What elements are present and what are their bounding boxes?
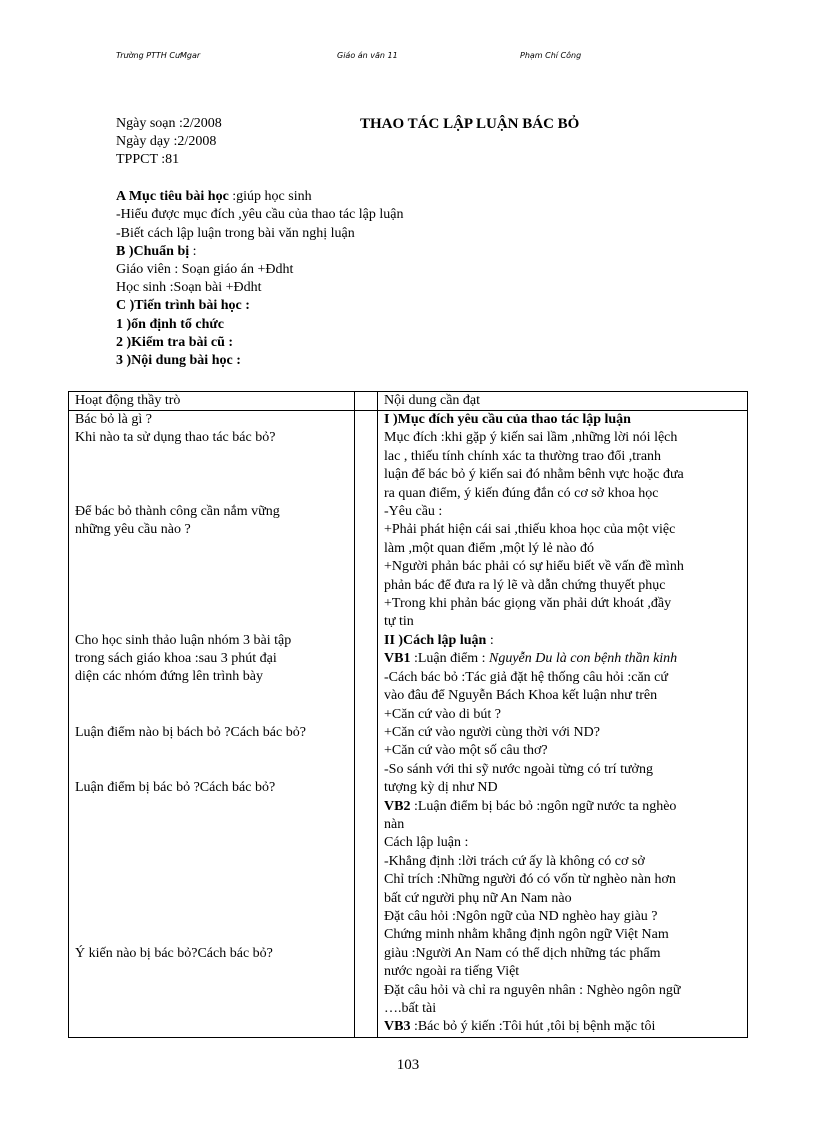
col-activities-header: Hoạt động thầy trò (69, 392, 355, 411)
table-header-row (69, 392, 748, 411)
header-school: Trường PTTH CưMgar (116, 51, 201, 60)
header-subject: Giáo án văn 11 (337, 51, 398, 60)
content-line: ra quan điểm, ý kiến đúng đắn có cơ sở khoa học (384, 485, 659, 501)
objectives-label: A Mục tiêu bài học (116, 189, 229, 204)
vb3-label: VB3 (384, 1019, 411, 1035)
activity-q7: Ý kiến nào bị bác bỏ?Cách bác bỏ? (75, 946, 273, 961)
content-line: -Cách bác bỏ :Tác giả đặt hệ thống câu hỏi :căn cứ (384, 669, 668, 685)
content-line: Mục đích :khi gặp ý kiến sai lầm ,những lời nói lệch (384, 430, 678, 446)
content-line: lac , thiếu tính chính xác ta thường trao đổi ,tranh (384, 448, 662, 464)
content-line: nàn (384, 816, 405, 832)
objective-1: -Hiểu được mục đích ,yêu cầu của thao tác lập luận (116, 207, 404, 222)
objective-2: -Biết cách lập luận trong bài văn nghị luận (116, 226, 355, 241)
activities-cell (69, 411, 355, 1038)
content-line: +Phải phát hiện cái sai ,thiếu khoa học của một việc (384, 522, 676, 538)
preparation-heading (116, 243, 197, 261)
content-line: -Khẳng định :lời trách cứ ấy là không có cơ sở (384, 853, 645, 869)
activity-q4b: trong sách giáo khoa :sau 3 phút đại (75, 651, 277, 666)
vb3-rest: :Bác bỏ ý kiến :Tôi hút ,tôi bị bệnh mặc tôi (410, 1019, 656, 1035)
preparation-rest: : (189, 244, 197, 259)
lesson-table (68, 391, 748, 1038)
content-line: +Căn cứ vào một số câu thơ? (384, 743, 548, 759)
section-2-rest: : (486, 632, 494, 648)
header-teacher: Phạm Chí Công (520, 51, 582, 60)
preparation-label: B )Chuẩn bị (116, 244, 190, 259)
content-line: Cách lập luận : (384, 835, 469, 851)
content-line: tự tin (384, 614, 414, 630)
content-line: nước ngoài ra tiếng Việt (384, 964, 520, 980)
preparation-teacher: Giáo viên : Soạn giáo án +Đdht (116, 262, 294, 277)
activity-q6: Luận điểm bị bác bỏ ?Cách bác bỏ? (75, 780, 276, 795)
content-line: Đặt câu hỏi :Ngôn ngữ của ND nghèo hay giàu ? (384, 908, 658, 924)
process-step-1: 1 )ổn định tổ chức (116, 317, 224, 332)
page-number: 103 (396, 1057, 420, 1073)
activity-q2: Khi nào ta sử dụng thao tác bác bỏ? (75, 430, 276, 445)
activity-q3a: Để bác bỏ thành công cần nắm vững (75, 504, 280, 519)
content-line: ….bất tài (384, 1001, 437, 1016)
content-line: giàu :Người An Nam có thể dịch những tác phẩm (384, 945, 661, 961)
activity-q4a: Cho học sinh thảo luận nhóm 3 bài tập (75, 633, 292, 648)
activity-q1: Bác bỏ là gì ? (75, 412, 152, 427)
content-line: -Yêu cầu : (384, 504, 443, 520)
content-line: +Căn cứ vào di bút ? (384, 706, 501, 722)
content-line: phản bác để đưa ra lý lẽ và dẫn chứng thuyết phục (384, 577, 666, 593)
vb1-label: VB1 (384, 651, 411, 667)
content-line: bất cứ người phụ nữ An Nam nào (384, 890, 572, 906)
process-step-3: 3 )Nội dung bài học : (116, 353, 241, 368)
vb2-line (384, 798, 741, 816)
content-cell (378, 411, 748, 1038)
content-line: +Trong khi phản bác giọng văn phải dứt khoát ,đầy (384, 596, 672, 612)
col-spacer-header (355, 392, 378, 411)
process-heading: C )Tiến trình bài học : (116, 298, 250, 313)
activity-q4c: diện các nhóm đứng lên trình bày (75, 669, 263, 684)
vb1-line (384, 650, 741, 668)
content-line: Chỉ trích :Những người đó có vốn từ nghèo nàn hơn (384, 872, 676, 888)
date-taught: Ngày dạy :2/2008 (116, 134, 217, 149)
objectives-heading (116, 188, 312, 206)
date-prepared: Ngày soạn :2/2008 (116, 116, 222, 131)
content-line: luận để bác bỏ ý kiến sai đó nhằm bênh vực hoặc đưa (384, 467, 684, 483)
objectives-rest: :giúp học sinh (228, 189, 312, 204)
section-2-label: II )Cách lập luận (384, 632, 487, 648)
content-line: -So sánh với thi sỹ nước ngoài từng có trí tưởng (384, 761, 653, 777)
vb1-mid: :Luận điểm : (410, 651, 489, 667)
col-content-header: Nội dung cần đạt (378, 392, 748, 411)
table-body-row (69, 411, 748, 1038)
process-step-2: 2 )Kiểm tra bài cũ : (116, 335, 234, 350)
preparation-student: Học sinh :Soạn bài +Đdht (116, 280, 262, 295)
content-line: +Người phản bác phải có sự hiểu biết về vấn đề mình (384, 559, 684, 575)
content-line: vào đâu để Nguyễn Bách Khoa kết luận như trên (384, 688, 658, 704)
content-line: Đặt câu hỏi và chỉ ra nguyên nhân : Nghèo ngôn ngữ (384, 982, 681, 998)
page-title: THAO TÁC LẬP LUẬN BÁC BỎ (360, 116, 580, 132)
section-2-heading (384, 632, 741, 650)
section-1-heading: I )Mục đích yêu cầu của thao tác lập luận (384, 412, 631, 427)
content-line: Chứng minh nhằm khẳng định ngôn ngữ Việt Nam (384, 927, 669, 943)
vb2-rest: :Luận điểm bị bác bỏ :ngôn ngữ nước ta nghèo (410, 798, 677, 814)
vb3-line (384, 1018, 741, 1036)
content-line: +Căn cứ vào người cùng thời với ND? (384, 724, 600, 740)
vb1-thesis: Nguyễn Du là con bệnh thần kinh (489, 651, 678, 667)
content-line: tượng kỳ dị như ND (384, 780, 498, 796)
content-line: làm ,một quan điểm ,một lý lẻ nào đó (384, 540, 594, 556)
spacer-cell (355, 411, 378, 1038)
vb2-label: VB2 (384, 798, 411, 814)
activity-q3b: những yêu cầu nào ? (75, 522, 191, 537)
lesson-number: TPPCT :81 (116, 152, 180, 167)
activity-q5: Luận điểm nào bị bách bỏ ?Cách bác bỏ? (75, 725, 306, 740)
